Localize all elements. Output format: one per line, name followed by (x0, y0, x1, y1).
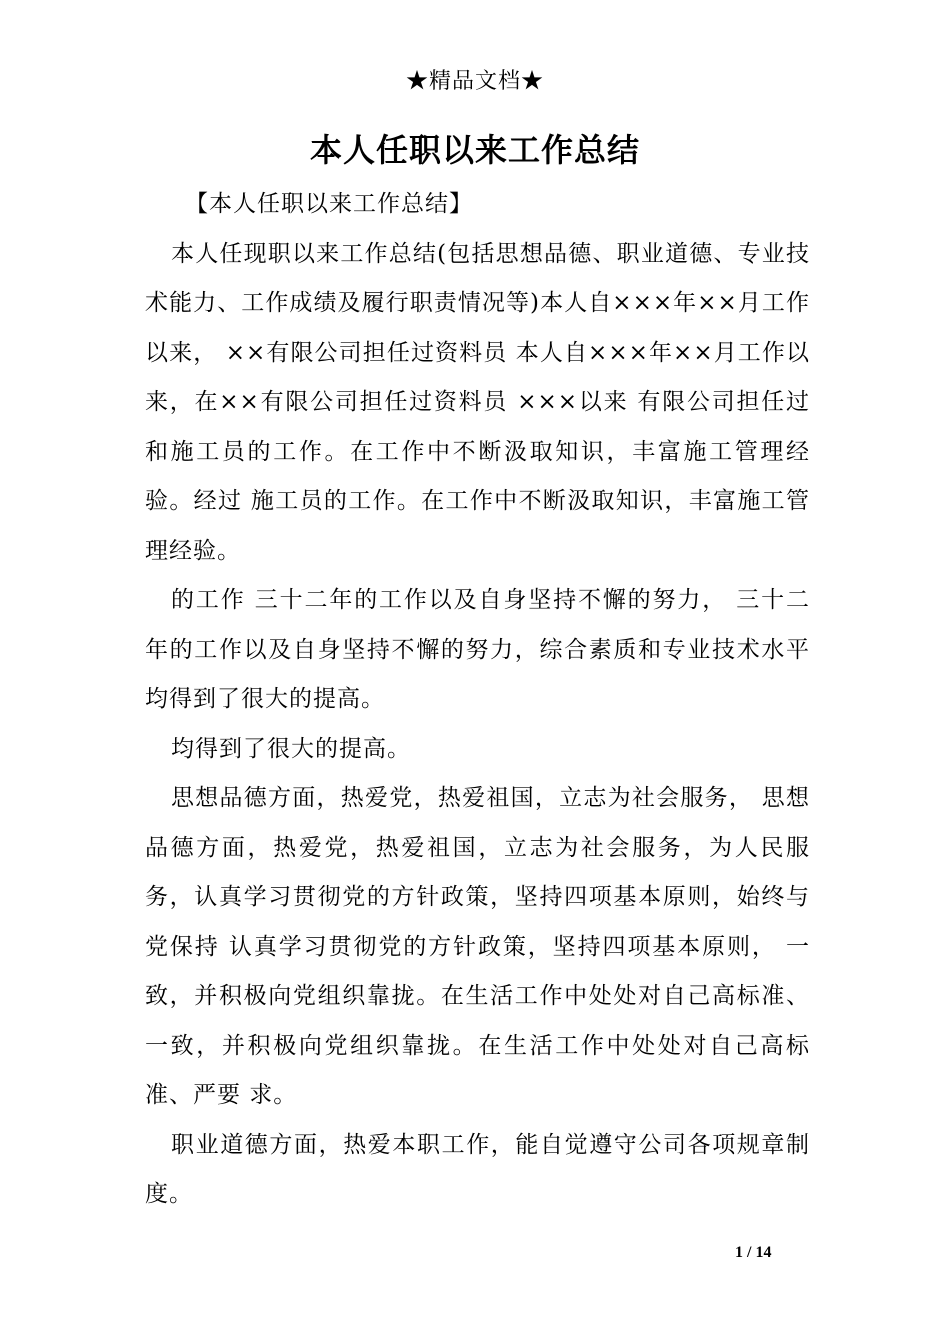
body-paragraph: 均得到了很大的提高。 (171, 735, 411, 762)
body-paragraph: 的工作 三十二年的工作以及自身坚持不懈的努力， 三十二年的工作以及自身坚持不懈的努力，综合素质和专业技术水平 均得到了很大的提高。 (145, 587, 810, 712)
body-paragraph: 职业道德方面，热爱本职工作，能自觉遵守公司各项规章制度。 (145, 1131, 810, 1207)
body-paragraph: 思想品德方面，热爱党，热爱祖国，立志为社会服务， 思想品德方面，热爱党，热爱祖国，立志为社会服务，为人民服 务，认真学习贯彻党的方针政策，坚持四项基本原则，始终与党保持 认真学习贯彻党的方针政策，坚持四项基本原则， 一致，并积极向党组织靠拢。在生活工作中处处对自己高标准、一致，并积极向党组织靠拢。在生活工作中处处对自己高标准、严要 求。 (145, 785, 810, 1108)
body-paragraph: 本人任现职以来工作总结(包括思想品德、职业道德、专业技术能力、工作成绩及履行职责情况等)本人自×××年××月工作以来， ××有限公司担任过资料员 本人自×××年××月工作以来，在××有限公司担任过资料员 ×××以来 有限公司担任过 和施工员的工作。在工作中不断汲取知识，丰富施工管理经验。经过 施工员的工作。在工作中不断汲取知识，丰富施工管理经验。 (145, 240, 810, 564)
header-mark: ★精品文档★ (405, 69, 544, 94)
subtitle-paragraph: 【本人任职以来工作总结】 (185, 191, 473, 217)
document-body (145, 180, 810, 1220)
page-number: 1 / 14 (735, 1244, 772, 1261)
document-title: 本人任职以来工作总结 (309, 131, 640, 169)
